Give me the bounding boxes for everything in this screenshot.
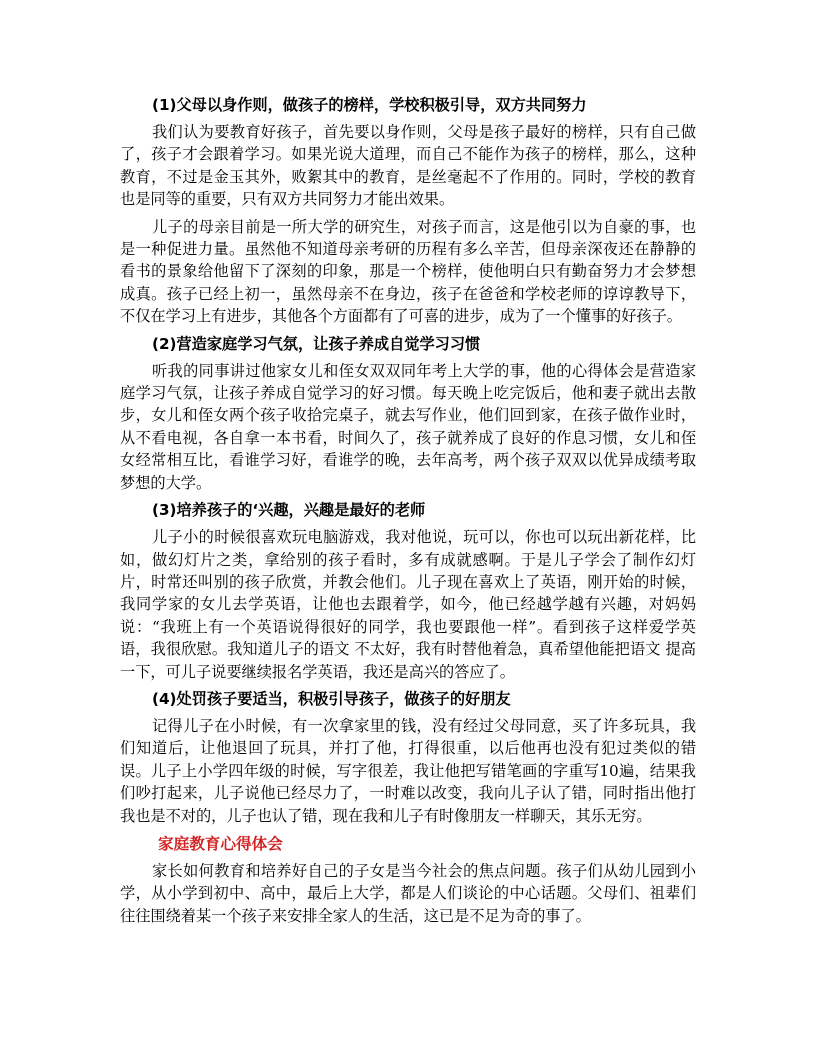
section-1 xyxy=(120,94,696,328)
paragraph: 听我的同事讲过他家女儿和侄女双双同年考上大学的事，他的心得体会是营造家庭学习气氛，让孩子养成自觉学习的好习惯。每天晚上吃完饭后，他和妻子就出去散步，女儿和侄女两个孩子收拾完桌子，就去写作业，他们回到家，在孩子做作业时，从不看电视，各自拿一本书看，时间久了，孩子就养成了良好的作息习惯，女儿和侄女经常相互比，看谁学习好，看谁学的晚，去年高考，两个孩子双双以优异成绩考取梦想的大学。 xyxy=(120,361,696,492)
section-3 xyxy=(120,499,696,683)
paragraph: 我们认为要教育好孩子，首先要以身作则，父母是孩子最好的榜样，只有自己做了，孩子才会跟着学习。如果光说大道理，而自己不能作为孩子的榜样，那么，这种教育，不过是金玉其外，败絮其中的教育，是丝毫起不了作用的。同时，学校的教育也是同等的重要，只有双方共同努力才能出效果。 xyxy=(120,123,696,209)
section-heading: (2)营造家庭学习气氛，让孩子养成自觉学习习惯 xyxy=(152,334,481,353)
article-title: 家庭教育心得体会 xyxy=(158,834,283,853)
section-heading: (4)处罚孩子要适当，积极引导孩子，做孩子的好朋友 xyxy=(152,689,511,708)
paragraph: 家长如何教育和培养好自己的子女是当今社会的焦点问题。孩子们从幼儿园到小学，从小学到初中、高中，最后上大学，都是人们谈论的中心话题。父母们、祖辈们往往围绕着某一个孩子来安排全家人的生活，这已是不足为奇的事了。 xyxy=(120,861,696,925)
section-heading: (3)培养孩子的‘兴趣，兴趣是最好的老师 xyxy=(152,501,426,520)
article-2 xyxy=(120,832,696,927)
paragraph: 记得儿子在小时候，有一次拿家里的钱，没有经过父母同意，买了许多玩具，我们知道后，让他退回了玩具，并打了他，打得很重，以后他再也没有犯过类似的错误。儿子上小学四年级的时候，写字很差，我让他把写错笔画的字重写10遍，结果我们吵打起来，儿子说他已经尽力了，一时难以改变，我向儿子认了错，同时指出他打我也是不对的，儿子也认了错，现在我和儿子有时像朋友一样聊天，其乐无穷。 xyxy=(120,716,696,825)
paragraph: 儿子小的时候很喜欢玩电脑游戏，我对他说，玩可以，你也可以玩出新花样，比如，做幻灯片之类，拿给别的孩子看时，多有成就感啊。于是儿子学会了制作幻灯片，时常还叫别的孩子欣赏，并教会他们。儿子现在喜欢上了英语，刚开始的时候，我同学家的女儿去学英语，让他也去跟着学，如今，他已经越学越有兴趣，对妈妈说：“我班上有一个英语说得很好的同学，我也要跟他一样”。看到孩子这样爱学英语，我很欣慰。我知道儿子的语文 不太好，我有时替他着急，真希望他能把语文 提高一下，可儿子说要继续报名学英语，我还是高兴的答应了。 xyxy=(120,528,696,681)
section-4 xyxy=(120,688,696,827)
paragraph: 儿子的母亲目前是一所大学的研究生，对孩子而言，这是他引以为自豪的事，也是一种促进力量。虽然他不知道母亲考研的历程有多么辛苦，但母亲深夜还在静静的看书的景象给他留下了深刻的印象，那是一个榜样，使他明白只有勤奋努力才会梦想成真。孩子已经上初一，虽然母亲不在身边，孩子在爸爸和学校老师的谆谆教导下，不仅在学习上有进步，其他各个方面都有了可喜的进步，成为了一个懂事的好孩子。 xyxy=(120,217,696,326)
section-heading: (1)父母以身作则，做孩子的榜样，学校积极引导，双方共同努力 xyxy=(152,96,587,114)
section-2 xyxy=(120,333,696,494)
